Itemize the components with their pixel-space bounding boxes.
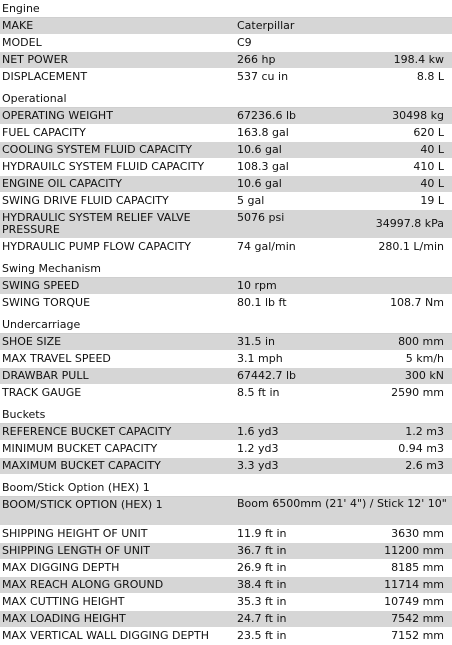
spec-row (0, 594, 452, 611)
spec-label: MAXIMUM BUCKET CAPACITY (2, 459, 161, 472)
spec-value-metric: 0.94 m3 (398, 442, 444, 455)
spec-label: REFERENCE BUCKET CAPACITY (2, 425, 172, 438)
spec-row (0, 176, 452, 193)
spec-row (0, 577, 452, 594)
spec-row (0, 193, 452, 210)
spec-value-metric: 2590 mm (391, 386, 444, 399)
spec-value-imperial: Caterpillar (237, 19, 295, 32)
spec-row (0, 334, 452, 351)
spec-value-imperial: 3.1 mph (237, 352, 283, 365)
spec-value-metric: 620 L (413, 126, 444, 139)
spec-row (0, 368, 452, 385)
spec-label: MAX VERTICAL WALL DIGGING DEPTH (2, 629, 210, 642)
spec-row (0, 239, 452, 256)
spec-value-imperial: 35.3 ft in (237, 595, 287, 608)
spec-value-imperial: 26.9 ft in (237, 561, 287, 574)
spec-label: SHIPPING HEIGHT OF UNIT (2, 527, 148, 540)
section-title: Swing Mechanism (0, 260, 452, 278)
spec-value-imperial: 67236.6 lb (237, 109, 297, 122)
spec-value-metric: 108.7 Nm (390, 296, 444, 309)
section-operational (0, 86, 452, 256)
spec-value-imperial: 1.2 yd3 (237, 442, 279, 455)
spec-row (0, 69, 452, 86)
spec-row (0, 125, 452, 142)
spec-row (0, 458, 452, 475)
spec-value-imperial: 10.6 gal (237, 177, 282, 190)
spec-value-metric: 7152 mm (391, 629, 444, 642)
spec-value-metric: 11714 mm (384, 578, 444, 591)
spec-value-metric (355, 35, 452, 51)
spec-value-imperial: 80.1 lb ft (237, 296, 287, 309)
section-undercarriage (0, 312, 452, 402)
spec-row (0, 159, 452, 176)
spec-row (0, 142, 452, 159)
spec-value-imperial: Boom 6500mm (21' 4") / Stick 12' 10" (237, 497, 447, 510)
spec-label: TRACK GAUGE (2, 386, 82, 399)
spec-label: MAX REACH ALONG GROUND (2, 578, 164, 591)
spec-value-metric: 30498 kg (392, 109, 444, 122)
spec-value-imperial: 74 gal/min (237, 240, 296, 253)
spec-row (0, 18, 452, 35)
section-title: Operational (0, 90, 452, 108)
spec-value-metric: 10749 mm (384, 595, 444, 608)
spec-value-imperial: 23.5 ft in (237, 629, 287, 642)
spec-label: HYDRAULIC SYSTEM RELIEF VALVE PRESSURE (2, 211, 191, 236)
spec-row (0, 210, 452, 239)
spec-value-metric: 198.4 kw (393, 53, 444, 66)
spec-value-metric: 19 L (420, 194, 444, 207)
spec-row (0, 441, 452, 458)
spec-value-imperial: 3.3 yd3 (237, 459, 279, 472)
spec-value-imperial: 5076 psi (237, 211, 285, 224)
spec-value-metric: 410 L (413, 160, 444, 173)
spec-row (0, 108, 452, 125)
spec-value-imperial: 24.7 ft in (237, 612, 287, 625)
spec-value-metric: 5 km/h (405, 352, 444, 365)
section-swing-mechanism (0, 256, 452, 312)
spec-value-metric (355, 18, 452, 34)
spec-row (0, 543, 452, 560)
spec-value-imperial: 11.9 ft in (237, 527, 287, 540)
spec-value-imperial: 266 hp (237, 53, 276, 66)
spec-value-imperial: 31.5 in (237, 335, 276, 348)
spec-label: HYDRAUILC SYSTEM FLUID CAPACITY (2, 160, 205, 173)
spec-value-metric: 3630 mm (391, 527, 444, 540)
spec-label: MINIMUM BUCKET CAPACITY (2, 442, 158, 455)
spec-label: SWING TORQUE (2, 296, 91, 309)
spec-row (0, 351, 452, 368)
spec-value-imperial: 163.8 gal (237, 126, 289, 139)
spec-row (0, 52, 452, 69)
spec-value-imperial: C9 (237, 36, 252, 49)
spec-value-metric: 8.8 L (416, 70, 444, 83)
spec-row (0, 385, 452, 402)
spec-label: COOLING SYSTEM FLUID CAPACITY (2, 143, 192, 156)
spec-value-imperial: 38.4 ft in (237, 578, 287, 591)
spec-label: HYDRAULIC PUMP FLOW CAPACITY (2, 240, 192, 253)
spec-label: MAX DIGGING DEPTH (2, 561, 120, 574)
spec-label: DISPLACEMENT (2, 70, 88, 83)
spec-label: MODEL (2, 36, 42, 49)
spec-value-imperial: 1.6 yd3 (237, 425, 279, 438)
section-boom-stick-option-hex-1 (0, 475, 452, 645)
spec-value-metric: 34997.8 kPa (375, 217, 444, 230)
spec-value-metric: 40 L (420, 177, 444, 190)
section-title: Undercarriage (0, 316, 452, 334)
spec-label: SHOE SIZE (2, 335, 62, 348)
spec-value-imperial: 67442.7 lb (237, 369, 297, 382)
spec-row (0, 560, 452, 577)
spec-value-imperial: 36.7 ft in (237, 544, 287, 557)
spec-value-metric: 800 mm (398, 335, 444, 348)
spec-label: BOOM/STICK OPTION (HEX) 1 (2, 498, 163, 511)
spec-label: MAX LOADING HEIGHT (2, 612, 126, 625)
spec-value-imperial: 8.5 ft in (237, 386, 280, 399)
spec-row (0, 497, 452, 526)
spec-row (0, 35, 452, 52)
section-buckets (0, 402, 452, 475)
spec-value-metric: 11200 mm (384, 544, 444, 557)
spec-row (0, 628, 452, 645)
section-title: Boom/Stick Option (HEX) 1 (0, 479, 452, 497)
spec-value-metric: 40 L (420, 143, 444, 156)
spec-label: FUEL CAPACITY (2, 126, 86, 139)
section-title: Engine (0, 0, 452, 18)
spec-value-imperial: 537 cu in (237, 70, 289, 83)
spec-label: MAX TRAVEL SPEED (2, 352, 111, 365)
spec-label: SWING DRIVE FLUID CAPACITY (2, 194, 169, 207)
spec-row (0, 611, 452, 628)
spec-label: ENGINE OIL CAPACITY (2, 177, 122, 190)
spec-label: MAKE (2, 19, 34, 32)
spec-label: OPERATING WEIGHT (2, 109, 113, 122)
spec-label: MAX CUTTING HEIGHT (2, 595, 125, 608)
section-engine (0, 0, 452, 86)
spec-value-metric: 1.2 m3 (405, 425, 444, 438)
spec-value-imperial: 10.6 gal (237, 143, 282, 156)
spec-label: SWING SPEED (2, 279, 80, 292)
spec-value-metric: 300 kN (404, 369, 444, 382)
section-title: Buckets (0, 406, 452, 424)
spec-row (0, 526, 452, 543)
spec-row (0, 278, 452, 295)
spec-row (0, 424, 452, 441)
spec-value-metric: 2.6 m3 (405, 459, 444, 472)
spec-label: SHIPPING LENGTH OF UNIT (2, 544, 150, 557)
spec-label: DRAWBAR PULL (2, 369, 89, 382)
spec-value-imperial: 10 rpm (237, 279, 277, 292)
spec-label: NET POWER (2, 53, 69, 66)
spec-value-metric (355, 278, 452, 294)
spec-value-metric: 280.1 L/min (378, 240, 444, 253)
spec-value-imperial: 5 gal (237, 194, 265, 207)
spec-value-imperial: 108.3 gal (237, 160, 289, 173)
spec-value-metric: 7542 mm (391, 612, 444, 625)
spec-value-metric: 8185 mm (391, 561, 444, 574)
spec-row (0, 295, 452, 312)
